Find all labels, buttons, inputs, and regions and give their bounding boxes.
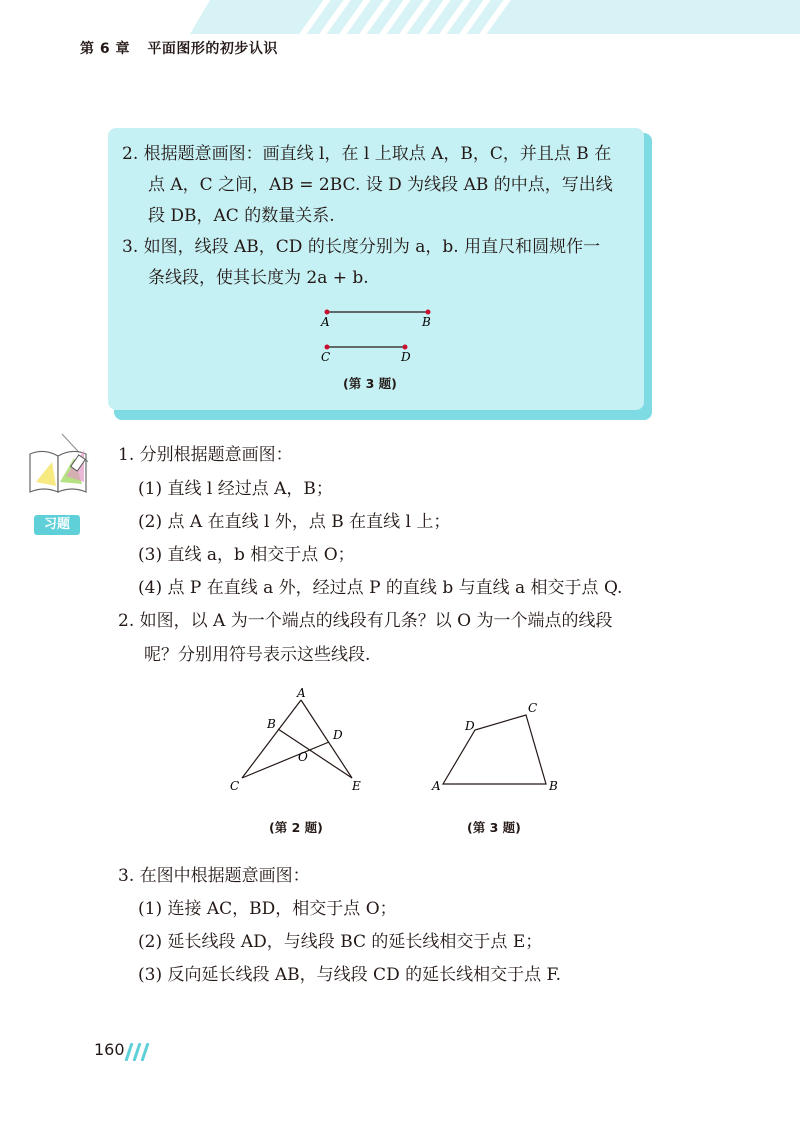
chapter-title: 平面图形的初步认识	[147, 41, 278, 57]
practice-q3-stem: 3. 在图中根据题意画图：	[118, 866, 310, 886]
box-figure-caption: (第 3 题)	[343, 376, 397, 391]
figure-q2-triangle	[222, 684, 372, 796]
box-q2-line3: 段 DB，AC 的数量关系.	[148, 206, 335, 226]
point-d	[403, 345, 408, 350]
practice-q1-item3: (3) 直线 a，b 相交于点 O；	[138, 545, 355, 565]
exercise-tag: 习题	[34, 515, 80, 535]
point-a	[325, 310, 330, 315]
label-d: D	[401, 350, 411, 364]
label-a: A	[321, 315, 330, 329]
practice-q3-item2: (2) 延长线段 AD，与线段 BC 的延长线相交于点 E；	[138, 932, 543, 952]
practice-q1-stem: 1. 分别根据题意画图：	[118, 445, 293, 465]
exercise-book-icon	[26, 432, 90, 498]
practice-q1-item2: (2) 点 A 在直线 l 外，点 B 在直线 l 上；	[138, 512, 451, 532]
label-b: B	[549, 779, 558, 793]
box-q2-line2: 点 A，C 之间，AB = 2BC. 设 D 为线段 AB 的中点，写出线	[148, 175, 613, 195]
practice-q2-line2: 呢？分别用符号表示这些线段.	[144, 645, 371, 665]
figure-q3-quadrilateral	[428, 700, 568, 796]
practice-q3-item1: (1) 连接 AC，BD，相交于点 O；	[138, 899, 397, 919]
label-d: D	[333, 728, 343, 742]
practice-q2-line1: 2. 如图，以 A 为一个端点的线段有几条？以 O 为一个端点的线段	[118, 611, 613, 631]
figure-q3-caption: (第 3 题)	[467, 820, 521, 835]
label-c: C	[321, 350, 331, 364]
box-figure-segments	[315, 302, 445, 364]
label-b: B	[422, 315, 431, 329]
label-c: C	[230, 779, 240, 793]
point-b	[426, 310, 431, 315]
label-b: B	[267, 717, 276, 731]
chapter-header	[80, 38, 290, 58]
label-a: A	[432, 779, 441, 793]
chapter-number: 第 6 章	[80, 41, 130, 57]
page-number-slashes-icon	[124, 1043, 152, 1061]
practice-q1-item1: (1) 直线 l 经过点 A，B；	[138, 479, 333, 499]
point-c	[325, 345, 330, 350]
box-q2-line1: 2. 根据题意画图：画直线 l，在 l 上取点 A，B，C，并且点 B 在	[122, 144, 612, 164]
label-c: C	[528, 701, 538, 715]
label-a: A	[297, 686, 306, 700]
box-q3-line1: 3. 如图，线段 AB，CD 的长度分别为 a，b. 用直尺和圆规作一	[122, 237, 601, 257]
label-e: E	[352, 779, 361, 793]
page-number: 160	[94, 1040, 125, 1059]
practice-q3-item3: (3) 反向延长线段 AB，与线段 CD 的延长线相交于点 F.	[138, 965, 562, 985]
label-o: O	[298, 750, 308, 764]
box-q3-line2: 条线段，使其长度为 2a + b.	[148, 268, 369, 288]
figure-q2-caption: (第 2 题)	[269, 820, 323, 835]
header-decoration	[0, 0, 800, 34]
label-d: D	[465, 719, 475, 733]
practice-q1-item4: (4) 点 P 在直线 a 外，经过点 P 的直线 b 与直线 a 相交于点 Q.	[138, 578, 623, 598]
